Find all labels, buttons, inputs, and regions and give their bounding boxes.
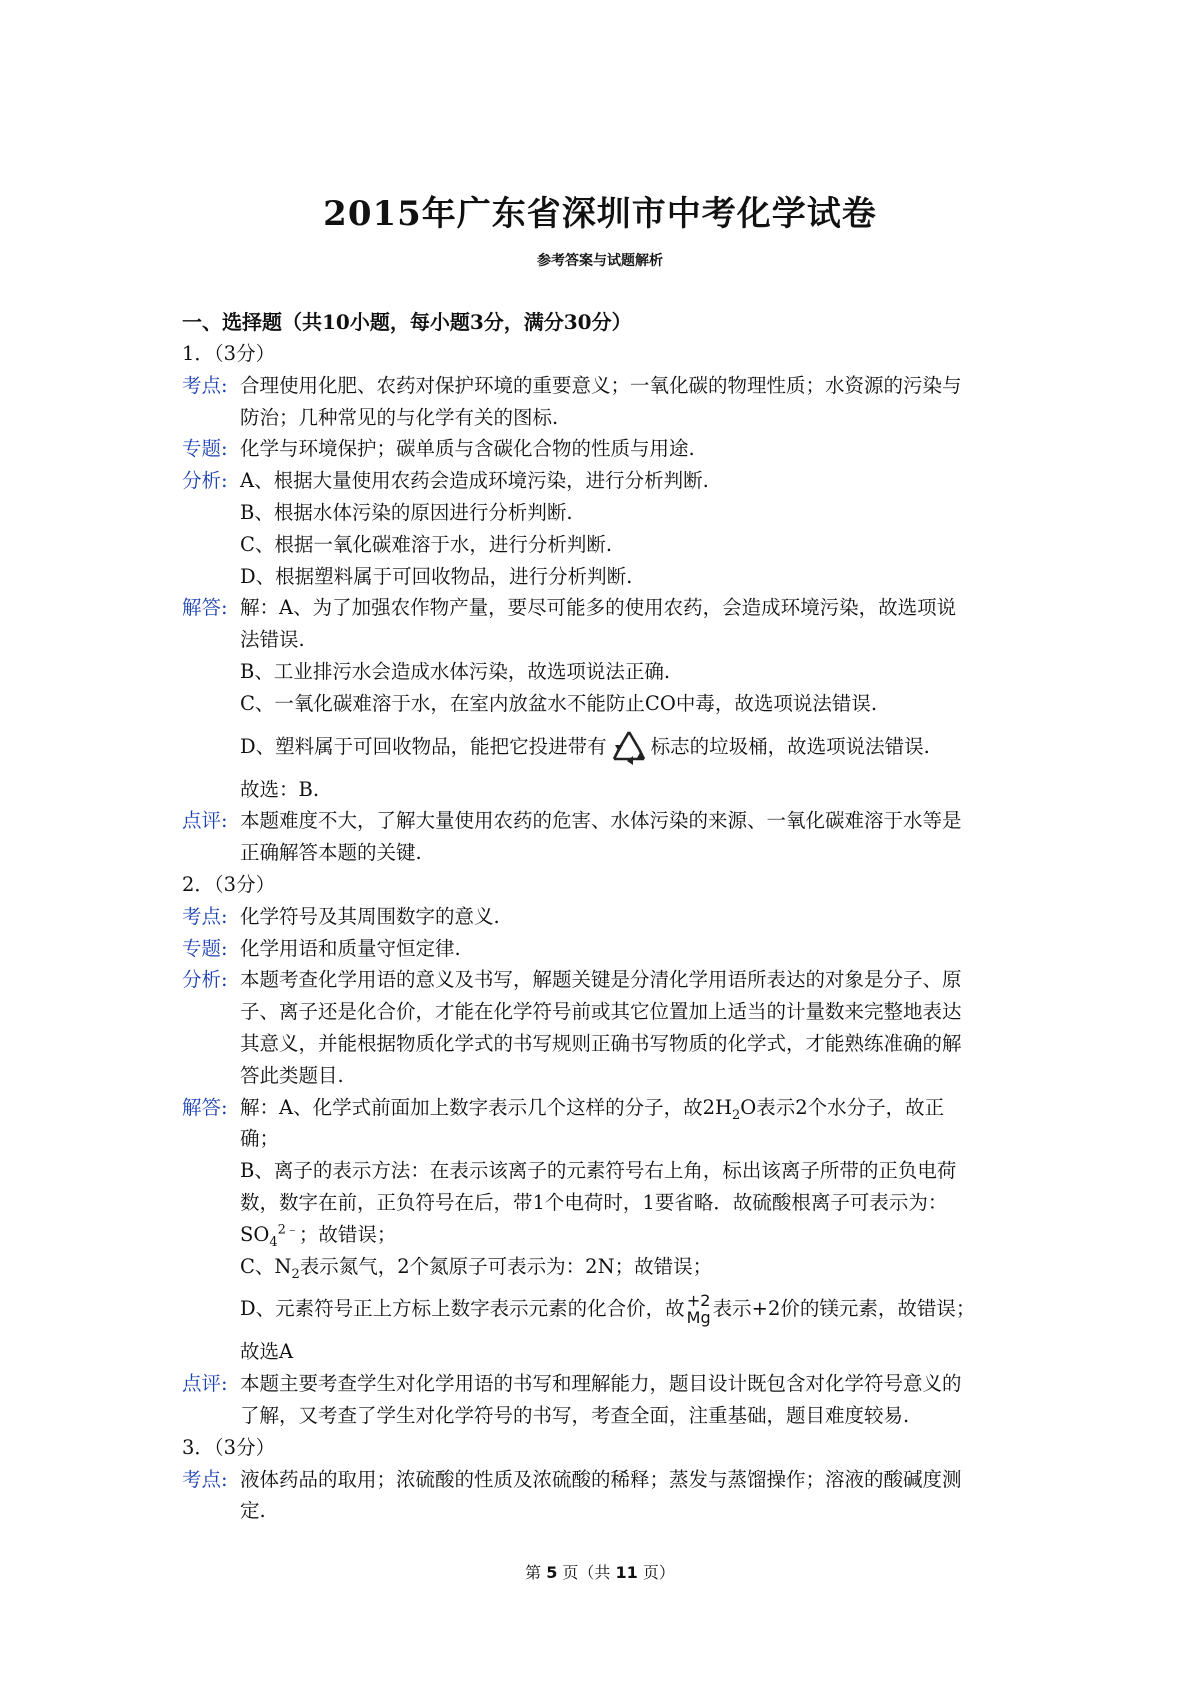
q1-fenxi [182,465,1027,592]
questions-content [182,338,1027,1527]
q1-dianping [182,805,1027,869]
q2-jieda-line: 确； [240,1127,280,1151]
q1-jieda-line: 法错误. [240,628,305,652]
q2-so4-sub: 4 [269,1234,278,1250]
q1-fenxi-line: B、根据水体污染的原因进行分析判断. [240,500,573,524]
q2-dianping-line: 本题主要考查学生对化学用语的书写和理解能力，题目设计既包含对化学符号意义的 [240,1372,962,1396]
q2-jieda-a-text2: O表示2个水分子，故正 [740,1095,945,1119]
q2-fenxi-line: 子、离子还是化合价，才能在化学符号前或其它位置加上适当的计量数来完整地表达 [240,1000,962,1024]
q2-fenxi-line: 本题考查化学用语的意义及书写，解题关键是分清化学用语所表达的对象是分子、原 [240,968,962,992]
q2-fenxi-line: 其意义，并能根据物质化学式的书写规则正确书写物质的化学式，才能熟练准确的解 [240,1031,962,1055]
mg-valence-bottom: Mg [686,1308,711,1328]
zhuanti-label: 专题: [182,936,228,960]
q2-jieda-d-text: D、元素符号正上方标上数字表示元素的化合价，故 [240,1297,685,1321]
footer-total-pages: 11 [615,1563,638,1582]
q2-jieda-line-c [240,1251,1027,1283]
q1-jieda [182,592,1027,805]
q2-jieda-line-a [240,1092,1027,1124]
q1-dianping-line: 正确解答本题的关键. [240,841,422,865]
q1-jieda-d-before: D、塑料属于可回收物品，能把它投进带有 [240,734,607,758]
q1-fenxi-line: C、根据一氧化碳难溶于水，进行分析判断. [240,532,613,556]
q1-zhuanti [182,433,1027,465]
q1-jieda-line-d [240,720,1027,774]
q2-fenxi-line: 答此类题目. [240,1063,344,1087]
kaodian-label: 考点: [182,1467,228,1491]
q2-zhuanti-line: 化学用语和质量守恒定律. [240,936,461,960]
document-subtitle: 参考答案与试题解析 [537,253,663,269]
q2-kaodian-line: 化学符号及其周围数字的意义. [240,904,500,928]
q3-kaodian-line: 液体药品的取用；浓硫酸的性质及浓硫酸的稀释；蒸发与蒸馏操作；溶液的酸碱度测 [240,1467,962,1491]
q2-jieda-c-text: C、N [240,1254,292,1278]
q2-so4-sup: 2﹣ [277,1222,299,1238]
q1-jieda-line: 解：A、为了加强农作物产量，要尽可能多的使用农药，会造成环境污染，故选项说 [240,596,957,620]
q1-kaodian [182,370,1027,434]
q2-jieda-c-sub: 2 [291,1266,300,1282]
q2-jieda-a-sub: 2 [732,1107,741,1123]
question-2-number: 2．（3分） [182,872,276,896]
q3-kaodian-line: 定. [240,1499,266,1523]
q2-jieda-answer: 故选A [240,1340,294,1364]
dianping-label: 点评: [182,1372,228,1396]
fenxi-label: 分析: [182,968,228,992]
q1-fenxi-line: D、根据塑料属于可回收物品，进行分析判断. [240,564,633,588]
q1-jieda-line: B、工业排污水会造成水体污染，故选项说法正确. [240,659,671,683]
q2-zhuanti [182,933,1027,965]
q2-jieda-b3-after: ；故错误； [298,1222,397,1246]
q2-so4-text: SO [240,1222,270,1246]
footer-page-number: 5 [546,1563,558,1582]
q2-jieda-line: B、离子的表示方法：在表示该离子的元素符号右上角，标出该离子所带的正负电荷 [240,1159,957,1183]
q1-jieda-answer: 故选：B. [240,777,320,801]
page-footer [0,1560,1200,1583]
mg-valence-symbol [687,1292,711,1326]
question-3-number: 3．（3分） [182,1435,276,1459]
section-heading: 一、选择题（共10小题，每小题3分，满分30分） [182,310,632,334]
q2-jieda-d-text2: 表示+2价的镁元素，故错误； [712,1297,976,1321]
kaodian-label: 考点: [182,904,228,928]
jieda-label: 解答: [182,596,228,620]
q2-jieda-c-text2: 表示氮气，2个氮原子可表示为：2N；故错误； [299,1254,713,1278]
q2-fenxi [182,964,1027,1091]
zhuanti-label: 专题: [182,437,228,461]
q2-dianping-line: 了解，又考查了学生对化学符号的书写，考查全面，注重基础，题目难度较易. [240,1403,910,1427]
q3-kaodian [182,1464,1027,1528]
q1-kaodian-line: 防治；几种常见的与化学有关的图标. [240,405,559,429]
mg-valence-top: +2 [686,1291,711,1311]
jieda-label: 解答: [182,1095,228,1119]
q1-kaodian-line: 合理使用化肥、农药对保护环境的重要意义；一氧化碳的物理性质；水资源的污染与 [240,373,962,397]
q2-jieda-line: 数，数字在前，正负符号在后，带1个电荷时，1要省略．故硫酸根离子可表示为： [240,1190,948,1214]
q2-jieda-a-text: 解：A、化学式前面加上数字表示几个这样的分子，故2H [240,1095,732,1119]
q1-zhuanti-line: 化学与环境保护；碳单质与含碳化合物的性质与用途. [240,437,695,461]
q2-jieda [182,1092,1027,1369]
question-1-number: 1．（3分） [182,342,276,365]
footer-suffix: 页） [642,1563,675,1582]
recycle-icon [609,727,649,767]
q2-jieda-line-b3 [240,1219,1027,1251]
footer-prefix: 第 [525,1563,542,1582]
q1-jieda-line: C、一氧化碳难溶于水，在室内放盆水不能防止CO中毒，故选项说法错误. [240,691,878,715]
q1-fenxi-line: A、根据大量使用农药会造成环境污染，进行分析判断. [240,469,709,493]
q2-jieda-line-d [240,1282,1027,1336]
footer-middle: 页（共 [562,1563,611,1582]
dianping-label: 点评: [182,809,228,833]
document-title: 2015年广东省深圳市中考化学试卷 [323,194,877,234]
fenxi-label: 分析: [182,469,228,493]
q1-dianping-line: 本题难度不大，了解大量使用农药的危害、水体污染的来源、一氧化碳难溶于水等是 [240,809,962,833]
q2-dianping [182,1368,1027,1432]
q2-kaodian [182,901,1027,933]
q1-jieda-d-after: 标志的垃圾桶，故选项说法错误. [650,734,930,758]
kaodian-label: 考点: [182,373,228,397]
